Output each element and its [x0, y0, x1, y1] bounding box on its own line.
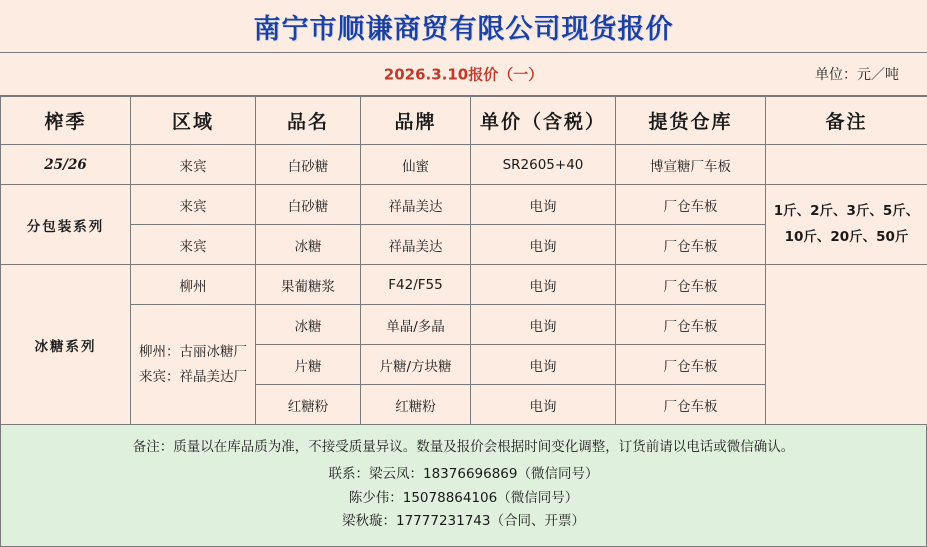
- cell-brand: F42/F55: [361, 265, 471, 305]
- cell-product: 冰糖: [256, 305, 361, 345]
- unit-label: 单位：元／吨: [815, 64, 899, 84]
- cell-note-packsizes: 1斤、2斤、3斤、5斤、10斤、20斤、50斤: [766, 185, 927, 265]
- column-header-brand: 品牌: [361, 97, 471, 145]
- cell-price: 电询: [471, 345, 616, 385]
- cell-group-rocksugar: 冰糖系列: [1, 265, 131, 425]
- subheader-bar: [0, 52, 927, 96]
- title-bar: [0, 0, 927, 52]
- remark-text: 备注：质量以在库品质为准，不接受质量异议。数量及报价会根据时间变化调整，订货前请以电话或微信确认。: [1, 435, 926, 455]
- contact-line-3: 梁秋璇：17777231743（合同、开票）: [1, 510, 926, 534]
- cell-note-empty: [766, 265, 927, 425]
- cell-product: 白砂糖: [256, 145, 361, 185]
- cell-brand: 祥晶美达: [361, 185, 471, 225]
- cell-region: 来宾: [131, 145, 256, 185]
- cell-price: 电询: [471, 385, 616, 425]
- cell-warehouse: 厂仓车板: [616, 185, 766, 225]
- page-title: 南宁市顺谦商贸有限公司现货报价: [254, 7, 674, 46]
- cell-note-empty: [766, 145, 927, 185]
- column-header-price: 单价（含税）: [471, 97, 616, 145]
- cell-warehouse: 厂仓车板: [616, 225, 766, 265]
- table-row: [1, 185, 927, 225]
- footer-remarks: [0, 425, 927, 547]
- cell-price: SR2605+40: [471, 145, 616, 185]
- column-header-warehouse: 提货仓库: [616, 97, 766, 145]
- cell-product: 白砂糖: [256, 185, 361, 225]
- cell-region-factories: [131, 305, 256, 425]
- cell-group-packaging: 分包装系列: [1, 185, 131, 265]
- cell-region: 柳州: [131, 265, 256, 305]
- region-line-laibin: 来宾：祥晶美达厂: [139, 369, 247, 385]
- cell-brand: 单晶/多晶: [361, 305, 471, 345]
- cell-brand: 红糖粉: [361, 385, 471, 425]
- price-table: [0, 96, 927, 425]
- quote-date-label: 2026.3.10报价（一）: [0, 64, 927, 85]
- cell-price: 电询: [471, 265, 616, 305]
- cell-warehouse: 厂仓车板: [616, 345, 766, 385]
- column-header-product: 品名: [256, 97, 361, 145]
- column-header-season: 榨季: [1, 97, 131, 145]
- cell-product: 片糖: [256, 345, 361, 385]
- cell-region: 来宾: [131, 225, 256, 265]
- cell-warehouse: 厂仓车板: [616, 305, 766, 345]
- cell-brand: 仙蜜: [361, 145, 471, 185]
- cell-product: 红糖粉: [256, 385, 361, 425]
- cell-warehouse: 厂仓车板: [616, 385, 766, 425]
- cell-product: 果葡糖浆: [256, 265, 361, 305]
- cell-product: 冰糖: [256, 225, 361, 265]
- cell-price: 电询: [471, 225, 616, 265]
- cell-price: 电询: [471, 305, 616, 345]
- cell-brand: 片糖/方块糖: [361, 345, 471, 385]
- cell-region: 来宾: [131, 185, 256, 225]
- column-header-note: 备注: [766, 97, 927, 145]
- region-line-liuzhou: 柳州：古丽冰糖厂: [139, 344, 247, 360]
- cell-brand: 祥晶美达: [361, 225, 471, 265]
- table-header-row: [1, 97, 927, 145]
- cell-warehouse: 博宣糖厂车板: [616, 145, 766, 185]
- column-header-region: 区域: [131, 97, 256, 145]
- table-row: [1, 145, 927, 185]
- contact-line-1: 联系：梁云凤：18376696869（微信同号）: [1, 463, 926, 487]
- contact-line-2: 陈少伟：15078864106（微信同号）: [1, 487, 926, 511]
- cell-price: 电询: [471, 185, 616, 225]
- table-row: [1, 265, 927, 305]
- cell-warehouse: 厂仓车板: [616, 265, 766, 305]
- cell-season-2526: 25/26: [1, 145, 131, 185]
